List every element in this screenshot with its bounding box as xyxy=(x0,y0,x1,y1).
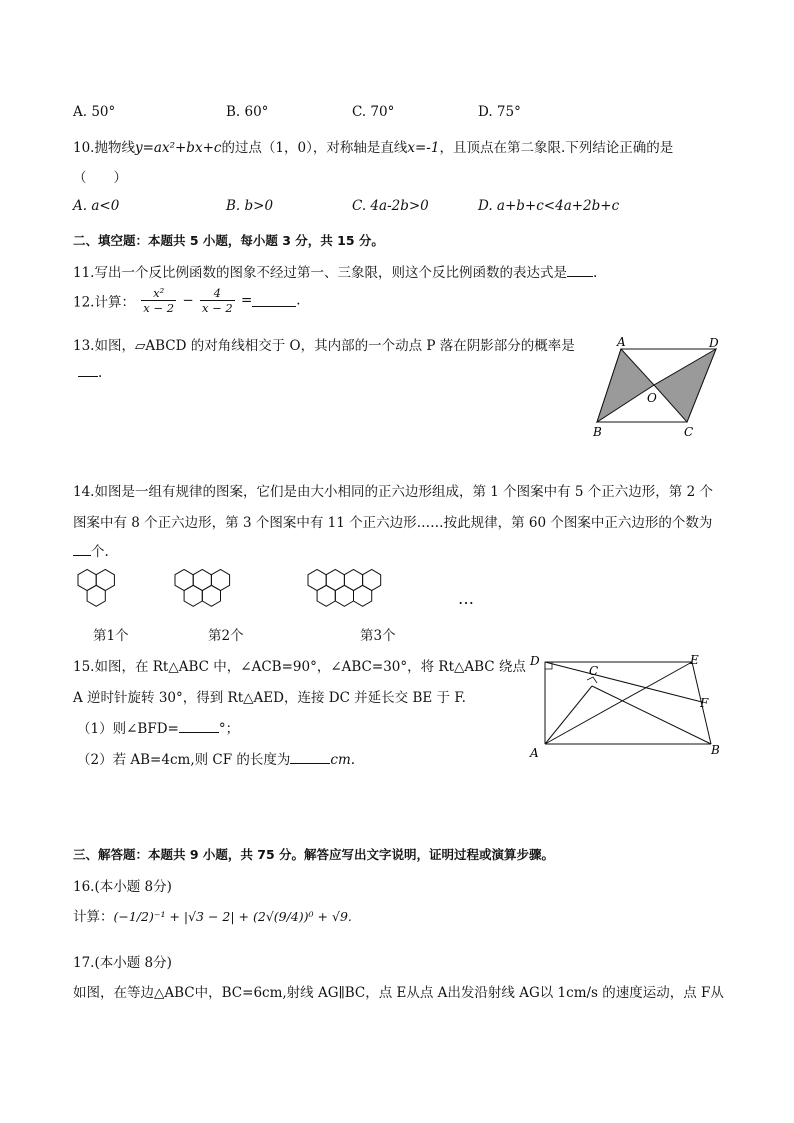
q15-label-a: A xyxy=(530,746,539,760)
q13-label-b: B xyxy=(593,425,602,439)
q10-stem-eq: y=ax²+bx+c xyxy=(134,140,222,156)
hexagon-shape xyxy=(354,585,372,606)
q12-equals: = xyxy=(240,292,253,309)
q14-caption-1: 第1个 xyxy=(93,628,129,644)
q9-option-b: B. 60° xyxy=(226,104,269,120)
section-2-heading: 二、填空题：本题共 5 小题，每小题 3 分，共 15 分。 xyxy=(73,233,384,248)
q13-shaded-right xyxy=(654,349,716,422)
hexagon-shape xyxy=(202,585,220,606)
q14-line-3 xyxy=(73,540,109,560)
q10-option-b: B. b>0 xyxy=(226,198,274,214)
q11-answer-blank xyxy=(567,264,593,277)
q14-line-3-suffix: 个. xyxy=(91,544,109,560)
hexagon-shape xyxy=(87,585,105,606)
q13-text: 13.如图，▱ABCD 的对角线相交于 O，其内部的一个动点 P 落在阴影部分的概率是 xyxy=(73,338,575,354)
hexagon-shape xyxy=(184,585,202,606)
q10-stem-c: ，且顶点在第二象限.下列结论正确的是 xyxy=(439,140,674,156)
q15-label-f: F xyxy=(700,696,709,710)
q13-label-c: C xyxy=(684,425,694,439)
q14-answer-blank xyxy=(73,543,91,556)
q15-sub-2-blank xyxy=(290,751,330,764)
q15-sub-2-b: cm. xyxy=(330,752,356,768)
q10-stem-b: 的过点（1，0），对称轴是直线 xyxy=(221,140,408,156)
hexagon-shape xyxy=(317,585,335,606)
q10-option-a: A. a<0 xyxy=(73,198,120,214)
q13-shaded-left xyxy=(597,349,654,422)
q9-option-d: D. 75° xyxy=(478,104,521,120)
q10-option-d: D. a+b+c<4a+2b+c xyxy=(478,198,620,214)
q17-heading: 17.(本小题 8分) xyxy=(73,955,172,971)
q16-formula: (−1/2)⁻¹ + |√3 − 2| + (2√(9/4))⁰ + √9. xyxy=(113,909,352,924)
q11-text: 11.写出一个反比例函数的图象不经过第一、三象限，则这个反比例函数的表达式是 xyxy=(73,265,567,281)
q10-stem-x: x=-1 xyxy=(407,140,440,156)
q12-den1: x − 2 xyxy=(143,301,175,315)
q14-line-2: 图案中有 8 个正六边形，第 3 个图案中有 11 个正六边形……按此规律，第 60 个图案中正六边形的个数为 xyxy=(73,515,713,531)
q14-ellipsis: … xyxy=(458,589,474,608)
q14-line-1: 14.如图是一组有规律的图案，它们是由大小相同的正六边形组成，第 1 个图案中有 5 个正六边形，第 2 个 xyxy=(73,484,713,500)
q16-heading: 16.(本小题 8分) xyxy=(73,879,172,895)
q12-num2: 4 xyxy=(200,286,235,301)
q13-answer-blank xyxy=(78,364,98,377)
q12-num1: x² xyxy=(141,286,176,301)
q15-label-d: D xyxy=(530,654,540,668)
q12-fraction-1 xyxy=(141,286,176,315)
q13-answer: . xyxy=(78,364,102,381)
q12: 12.计算： $\frac{\text{x²}}{x - 2}$ − $\frac{4}{x - 2}$ = . xyxy=(73,286,301,315)
q15-label-e: E xyxy=(690,653,699,667)
q12-prefix: 12.计算： xyxy=(73,294,135,311)
q11: 11.写出一个反比例函数的图象不经过第一、三象限，则这个反比例函数的表达式是 . xyxy=(73,265,598,281)
q15-sub-2-a: （2）若 AB=4cm,则 CF 的长度为 xyxy=(77,752,291,768)
q12-den2: x − 2 xyxy=(201,301,233,315)
q10-stem xyxy=(73,136,673,156)
q15-label-c: C xyxy=(589,664,599,678)
q16-expression xyxy=(73,905,352,925)
hexagon-shape xyxy=(335,585,353,606)
q15-sub-1 xyxy=(77,717,239,737)
q15-sub-1-blank xyxy=(179,720,219,733)
q13-label-o: O xyxy=(647,391,657,405)
q9-option-c: C. 70° xyxy=(352,104,395,120)
q15-sub-2 xyxy=(77,748,355,768)
q14-hexagon-patterns xyxy=(70,568,490,614)
q15-line-1: 15.如图，在 Rt△ABC 中，∠ACB=90°，∠ABC=30°，将 Rt△ABC 绕点 xyxy=(73,659,526,675)
q15-label-b: B xyxy=(711,743,720,757)
q12-minus: − xyxy=(182,292,194,309)
q15-sub-1-a: （1）则∠BFD= xyxy=(77,721,179,737)
q15-sub-1-b: °； xyxy=(218,721,240,737)
q14-caption-2: 第2个 xyxy=(208,628,244,644)
q13-parallelogram-figure xyxy=(588,334,728,440)
q17-line-1: 如图，在等边△ABC中，BC=6cm,射线 AG∥BC，点 E从点 A出发沿射线 AG以 1cm/s 的速度运动，点 F从 xyxy=(73,985,724,1001)
q10-paren: （ ） xyxy=(73,170,127,186)
q16-calc-label: 计算： xyxy=(73,909,114,925)
q13-label-d: D xyxy=(709,336,719,350)
q14-caption-3: 第3个 xyxy=(360,628,396,644)
q10-option-c: C. 4a-2b>0 xyxy=(352,198,429,214)
q13-label-a: A xyxy=(617,335,626,349)
q12-fraction-2 xyxy=(200,286,235,315)
q10-stem-a: 10.抛物线 xyxy=(73,140,135,156)
q9-option-a: A. 50° xyxy=(73,104,116,120)
section-3-heading: 三、解答题：本题共 9 小题，共 75 分。解答应写出文字说明，证明过程或演算步骤。 xyxy=(73,847,555,862)
q12-answer-blank xyxy=(252,294,296,307)
q15-line-2: A 逆时针旋转 30°，得到 Rt△AED，连接 DC 并延长交 BE 于 F. xyxy=(73,690,466,706)
q15-rotation-figure xyxy=(526,650,726,762)
